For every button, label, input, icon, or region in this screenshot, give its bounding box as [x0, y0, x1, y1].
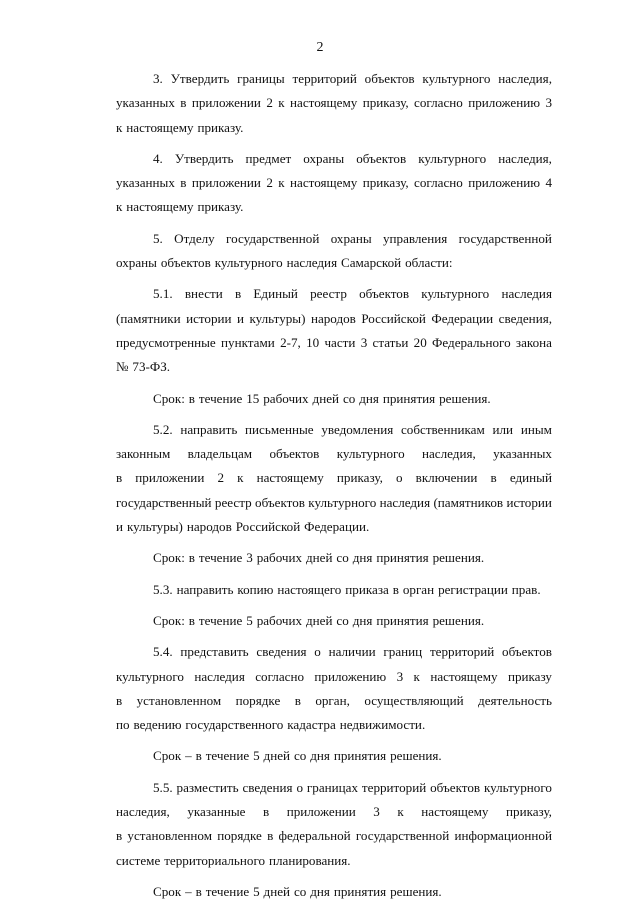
paragraph-gap	[116, 873, 552, 880]
text-line: Срок: в течение 5 рабочих дней со дня принятия решения.	[153, 612, 485, 628]
text-line: указанных в приложении 2 к настоящему приказу, согласно приложению 4	[116, 175, 552, 191]
text-line: к настоящему приказу.	[116, 119, 244, 135]
paragraph	[116, 880, 552, 904]
text-line: законным владельцам объектов культурного наследия, указанных	[116, 446, 552, 462]
text-line: 5.4. представить сведения о наличии границ территорий объектов	[153, 644, 552, 660]
paragraph-gap	[116, 411, 552, 418]
paragraph	[116, 776, 552, 873]
text-line: 5.2. направить письменные уведомления собственникам или иным	[153, 421, 552, 437]
text-line: системе территориального планирования.	[116, 852, 351, 868]
text-line: Срок – в течение 5 дней со дня принятия решения.	[153, 748, 442, 764]
paragraph	[116, 67, 552, 140]
text-line: 5.3. направить копию настоящего приказа в орган регистрации прав.	[153, 581, 541, 597]
paragraph	[116, 387, 552, 411]
text-line: культурного наследия согласно приложению 3 к настоящему приказу	[116, 668, 552, 684]
text-line: по ведению государственного кадастра недвижимости.	[116, 717, 426, 733]
paragraph-gap	[116, 275, 552, 282]
text-line: Срок: в течение 15 рабочих дней со дня принятия решения.	[153, 390, 491, 406]
text-line: (памятники истории и культуры) народов Российской Федерации сведения,	[116, 310, 552, 326]
paragraph	[116, 640, 552, 737]
paragraph	[116, 282, 552, 379]
paragraph-gap	[116, 220, 552, 227]
paragraph-gap	[116, 737, 552, 744]
paragraph-gap	[116, 602, 552, 609]
text-line: и культуры) народов Российской Федерации.	[116, 519, 370, 535]
page-number: 2	[316, 40, 324, 55]
paragraph	[116, 227, 552, 276]
paragraph-gap	[116, 769, 552, 776]
paragraph	[116, 546, 552, 570]
paragraph	[116, 147, 552, 220]
paragraph-gap	[116, 571, 552, 578]
text-line: охраны объектов культурного наследия Самарской области:	[116, 255, 453, 271]
document-body	[116, 67, 552, 904]
paragraph-gap	[116, 633, 552, 640]
text-line: 5.1. внести в Единый реестр объектов культурного наследия	[153, 286, 552, 302]
text-line: № 73-ФЗ.	[116, 359, 171, 375]
paragraph-gap	[116, 539, 552, 546]
text-line: предусмотренные пунктами 2-7, 10 части 3 статьи 20 Федерального закона	[116, 334, 552, 350]
paragraph	[116, 744, 552, 768]
text-line: Срок – в течение 5 дней со дня принятия решения.	[153, 883, 442, 899]
text-line: в установленном порядке в федеральной государственной информационной	[116, 828, 552, 844]
text-line: 5.5. разместить сведения о границах территорий объектов культурного	[153, 779, 552, 795]
paragraph	[116, 418, 552, 539]
text-line: 4. Утвердить предмет охраны объектов культурного наследия,	[153, 150, 552, 166]
text-line: 5. Отделу государственной охраны управления государственной	[153, 230, 552, 246]
text-line: государственный реестр объектов культурного наследия (памятников истории	[116, 494, 552, 510]
paragraph-gap	[116, 380, 552, 387]
text-line: указанных в приложении 2 к настоящему приказу, согласно приложению 3	[116, 95, 552, 111]
text-line: Срок: в течение 3 рабочих дней со дня принятия решения.	[153, 550, 485, 566]
text-line: наследия, указанные в приложении 3 к настоящему приказу,	[116, 804, 552, 820]
text-line: 3. Утвердить границы территорий объектов культурного наследия,	[153, 71, 552, 86]
paragraph	[116, 609, 552, 633]
text-line: в установленном порядке в орган, осуществляющий деятельность	[116, 692, 552, 708]
text-line: в приложении 2 к настоящему приказу, о включении в единый	[116, 470, 552, 486]
text-line: к настоящему приказу.	[116, 199, 244, 215]
paragraph	[116, 578, 552, 602]
paragraph-gap	[116, 140, 552, 147]
